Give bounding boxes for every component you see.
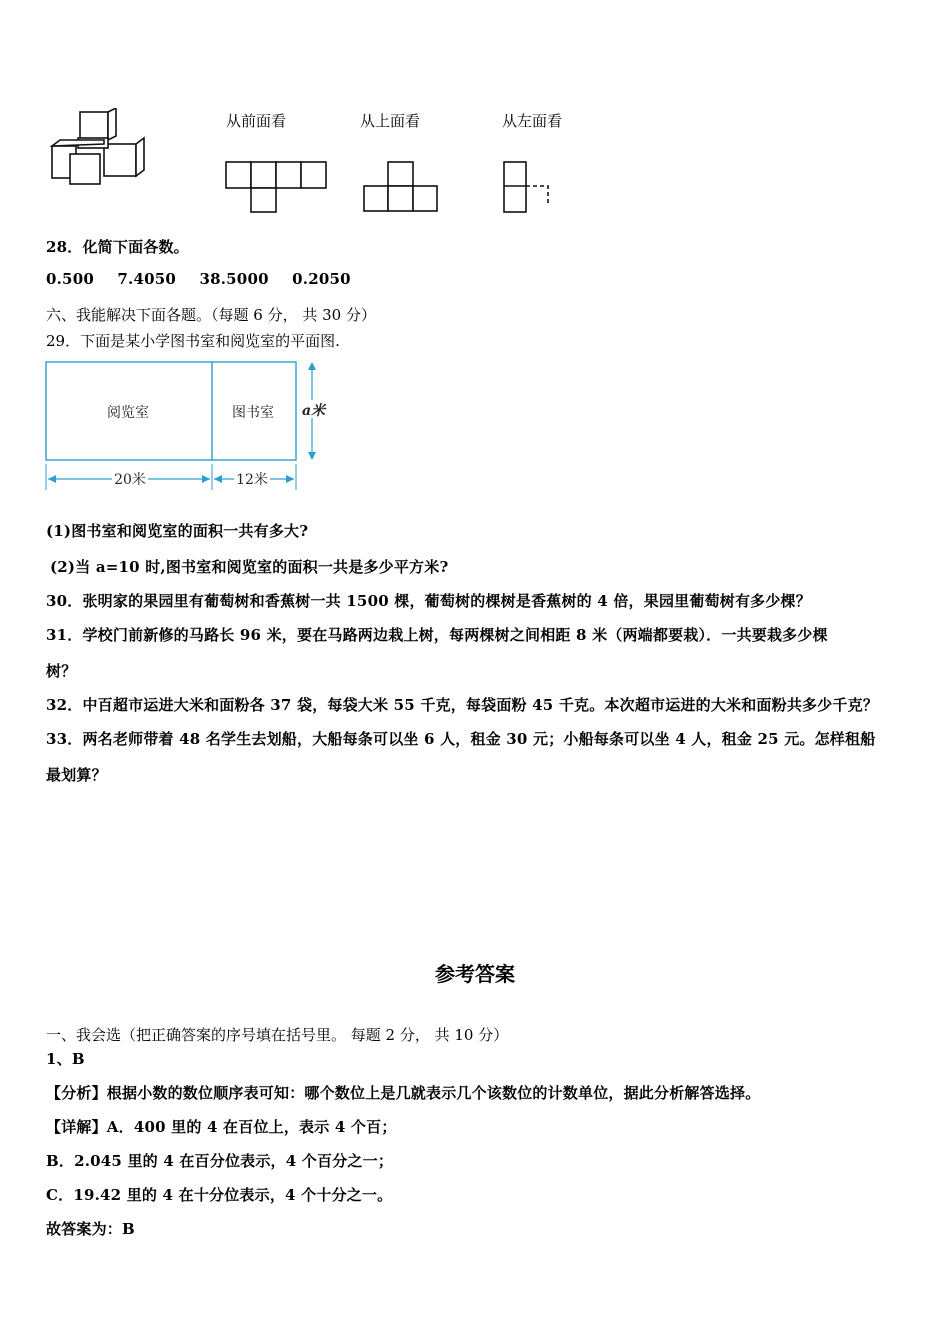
- answers-title: 参考答案: [435, 962, 515, 986]
- top-view-label: 从上面看: [360, 112, 421, 130]
- reading-room-label: 阅览室: [107, 405, 149, 421]
- top-view-figure: [362, 160, 442, 214]
- q31-line1: 31．学校门前新修的马路长 96 米，要在马路两边栽上树，每两棵树之间相距 8 米（两端都要栽）．一共要栽多少棵: [46, 626, 828, 644]
- library-room-width: 12米: [236, 472, 268, 488]
- answer-analysis: 【分析】根据小数的数位顺序表可知：哪个数位上是几就表示几个该数位的计数单位，据此分析解答选择。: [46, 1084, 761, 1102]
- answer-detail-c: C．19.42 里的 4 在十分位表示，4 个十分之一。: [46, 1186, 393, 1204]
- q28-numbers: [46, 270, 369, 288]
- q32-text: 32．中百超市运进大米和面粉各 37 袋，每袋大米 55 千克，每袋面粉 45 千克。本次超市运进的大米和面粉共多少千克？: [46, 696, 879, 714]
- q29-sub2: (2)当 a=10 时,图书室和阅览室的面积一共是多少平方米?: [50, 558, 449, 576]
- library-room-label: 图书室: [232, 405, 274, 421]
- q33-line1: 33．两名老师带着 48 名学生去划船，大船每条可以坐 6 人，租金 30 元；小船每条可以坐 4 人，租金 25 元。怎样租船: [46, 730, 876, 748]
- reading-room-width: 20米: [114, 472, 146, 488]
- section-6-heading: 六、我能解决下面各题。（每题 6 分， 共 30 分）: [46, 306, 376, 324]
- q30-text: 30．张明家的果园里有葡萄树和香蕉树一共 1500 棵，葡萄树的棵树是香蕉树的 4 倍，果园里葡萄树有多少棵？: [46, 592, 811, 610]
- q28-number: 0.2050: [292, 270, 351, 288]
- answer-detail-b: B．2.045 里的 4 在百分位表示，4 个百分之一；: [46, 1152, 394, 1170]
- q29-text: 29．下面是某小学图书室和阅览室的平面图.: [46, 332, 340, 350]
- q31-line2: 树？: [46, 662, 77, 680]
- q28-number: 0.500: [46, 270, 94, 288]
- answers-section-1: 一、我会选（把正确答案的序号填在括号里。 每题 2 分， 共 10 分）: [46, 1026, 509, 1044]
- q29-sub1: (1)图书室和阅览室的面积一共有多大?: [46, 522, 309, 540]
- answer-1: 1、B: [46, 1050, 85, 1068]
- left-view-figure: [502, 160, 556, 216]
- left-view-label: 从左面看: [502, 112, 563, 130]
- cube-stack-figure: [48, 108, 148, 188]
- height-label: a米: [302, 403, 326, 419]
- q28-number: 38.5000: [199, 270, 269, 288]
- q33-line2: 最划算？: [46, 766, 107, 784]
- front-view-figure: [224, 160, 330, 214]
- answer-conclusion: 故答案为：B: [46, 1220, 135, 1238]
- answer-detail-a: 【详解】A．400 里的 4 在百位上，表示 4 个百；: [46, 1118, 397, 1136]
- q28-text: 28．化简下面各数。: [46, 238, 189, 256]
- front-view-label: 从前面看: [226, 112, 287, 130]
- floor-plan-diagram: [40, 356, 340, 498]
- q28-number: 7.4050: [117, 270, 177, 288]
